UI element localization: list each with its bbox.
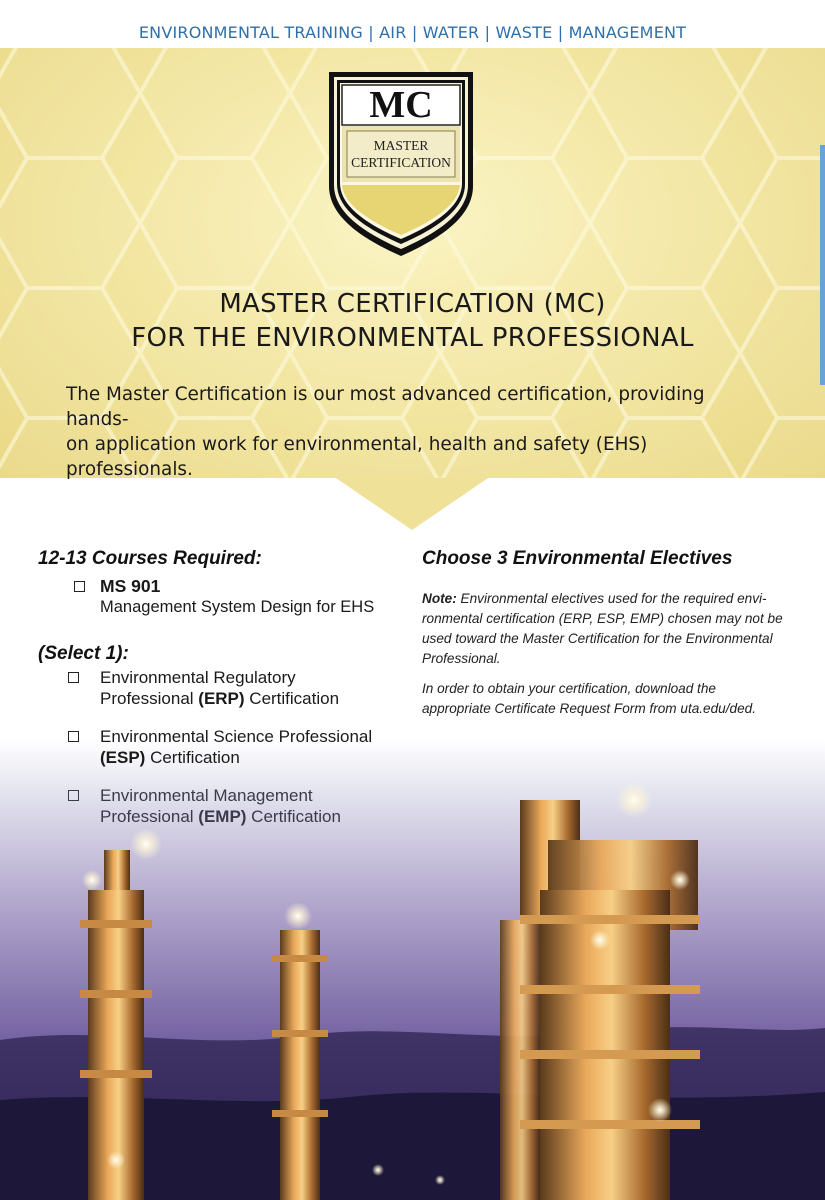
option-emp-line2-pre: Professional <box>100 807 199 826</box>
electives-heading: Choose 3 Environmental Electives <box>422 548 733 569</box>
option-erp-line2-post: Certification <box>244 689 340 708</box>
note-line-4: Professional. <box>422 651 501 666</box>
option-esp-abbr: (ESP) <box>100 748 146 767</box>
note-line-3: used toward the Master Certification for the Environmental <box>422 631 773 646</box>
note-label: Note: <box>422 591 457 606</box>
logo-monogram: MC <box>369 84 433 126</box>
option-erp-line2-pre: Professional <box>100 689 199 708</box>
electives-column <box>422 547 792 719</box>
page-title <box>0 287 825 355</box>
hero-description <box>66 382 766 482</box>
header-tagline: ENVIRONMENTAL TRAINING | AIR | WATER | WASTE | MANAGEMENT <box>0 0 825 48</box>
electives-info <box>422 679 792 719</box>
option-esp-line2-post: Certification <box>145 748 240 767</box>
info-line-2: appropriate Certificate Request Form from uta.edu/ded. <box>422 701 756 716</box>
checkbox-erp[interactable] <box>68 672 79 683</box>
title-line-2: FOR THE ENVIRONMENTAL PROFESSIONAL <box>131 323 694 353</box>
option-emp-abbr: (EMP) <box>198 807 247 826</box>
checkbox-ms901[interactable] <box>74 581 85 592</box>
description-line-1: The Master Certification is our most advanced certification, providing hands- <box>66 384 705 430</box>
title-line-1: MASTER CERTIFICATION (MC) <box>219 289 606 319</box>
option-emp-line2-post: Certification <box>246 807 341 826</box>
description-line-2: on application work for environmental, health and safety (EHS) professionals. <box>66 434 648 480</box>
checkbox-emp[interactable] <box>68 790 79 801</box>
option-erp-line1: Environmental Regulatory <box>100 668 296 687</box>
select-one-heading-wrap <box>38 642 129 666</box>
courses-required-heading: 12-13 Courses Required: <box>38 548 262 569</box>
logo-line2: CERTIFICATION <box>351 155 451 170</box>
info-line-1: In order to obtain your certification, download the <box>422 681 716 696</box>
requirements-column <box>38 547 418 571</box>
option-emp-line1: Environmental Management <box>100 786 313 805</box>
logo-line1: MASTER <box>373 138 429 153</box>
electives-note <box>422 589 792 669</box>
note-line-2: ronmental certification (ERP, ESP, EMP) chosen may not be <box>422 611 783 626</box>
note-line-1: Environmental electives used for the required envi- <box>460 591 767 606</box>
option-esp-line1: Environmental Science Professional <box>100 727 373 746</box>
hero-pointer <box>336 478 488 530</box>
mc-shield-logo <box>325 68 477 260</box>
select-one-heading: (Select 1): <box>38 643 129 664</box>
option-erp-abbr: (ERP) <box>198 689 245 708</box>
course-name: Management System Design for EHS <box>100 598 375 616</box>
checkbox-esp[interactable] <box>68 731 79 742</box>
course-code: MS 901 <box>100 576 161 596</box>
